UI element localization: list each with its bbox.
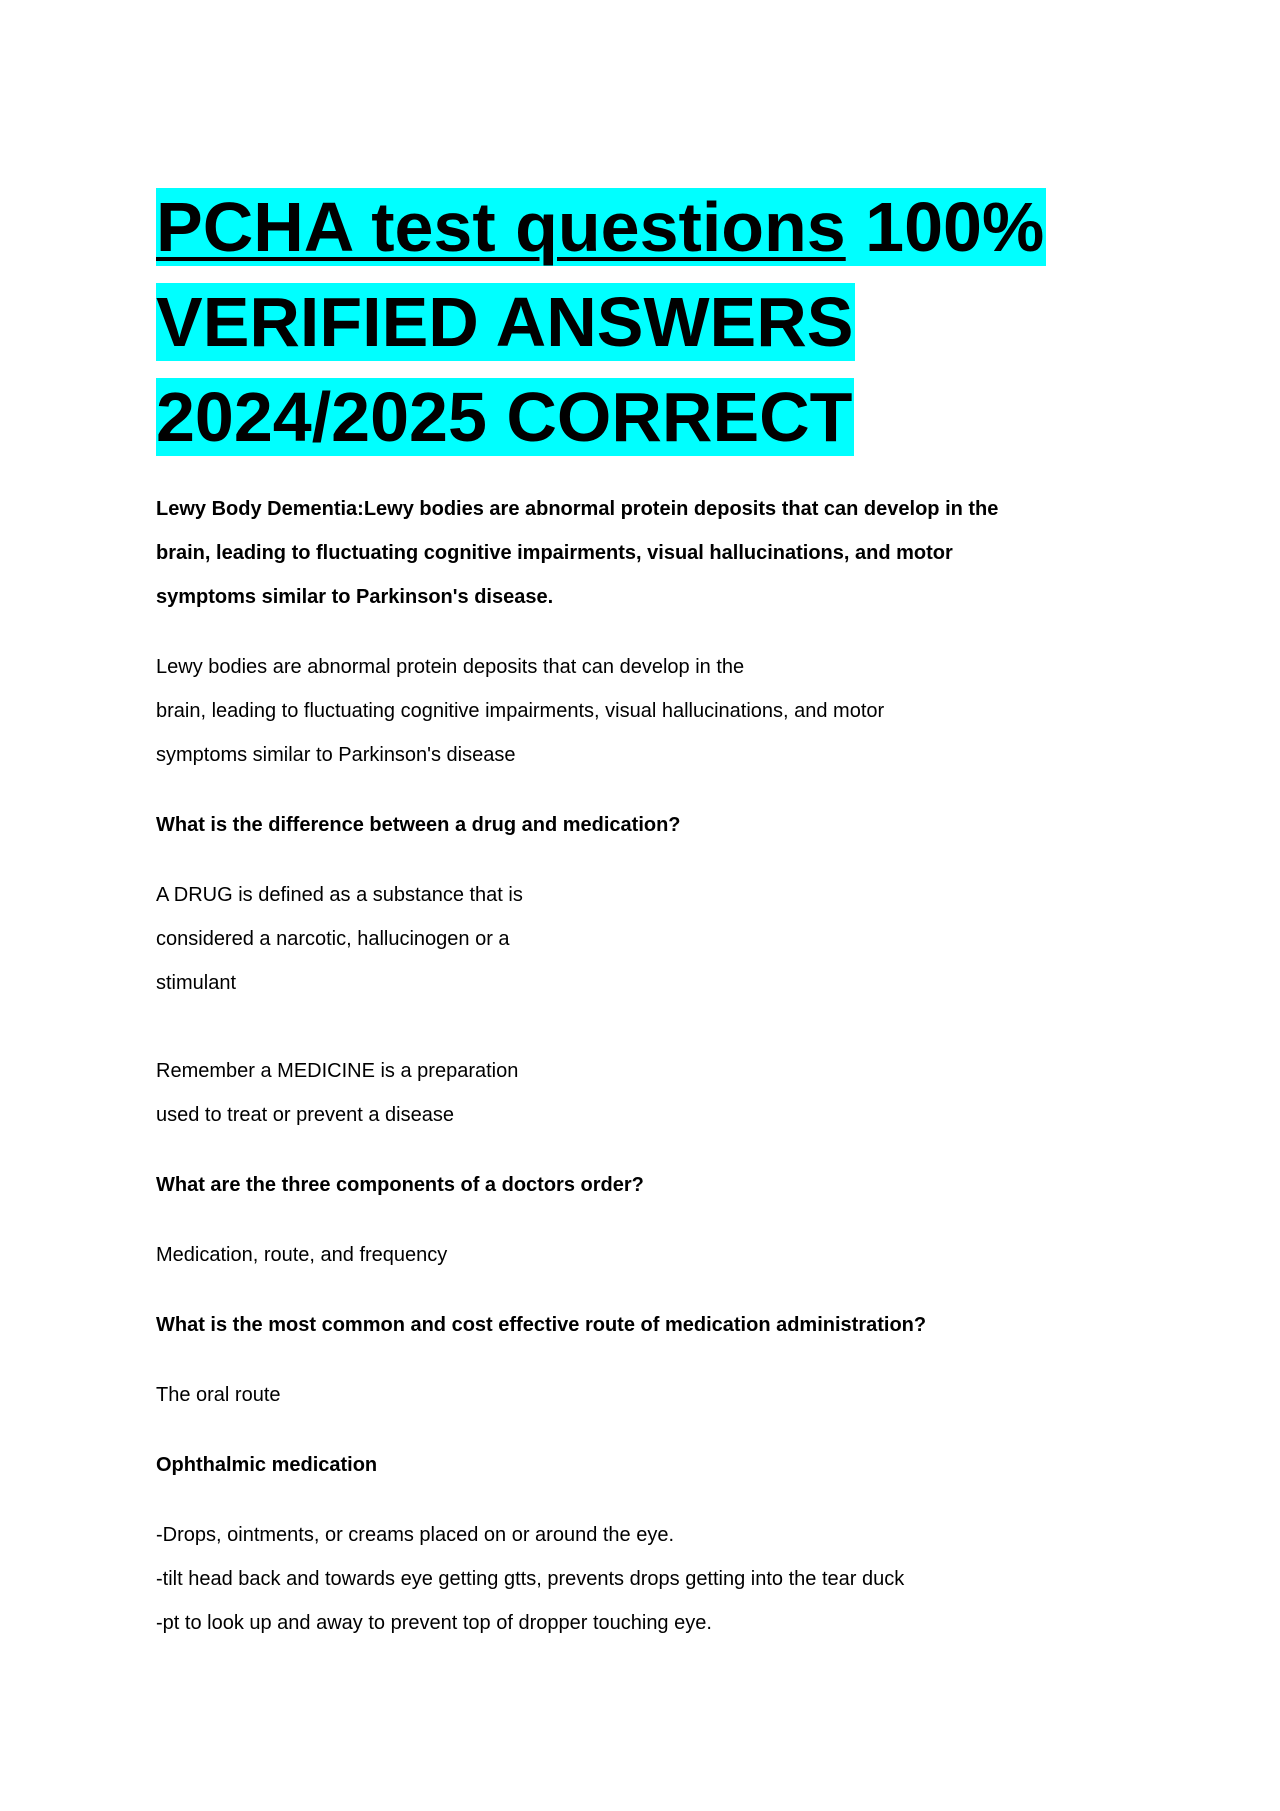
answer-line: Medication, route, and frequency (156, 1244, 448, 1266)
question-paragraph (156, 1303, 1056, 1347)
document-page (156, 180, 1056, 1671)
answer-line: considered a narcotic, hallucinogen or a (156, 928, 510, 950)
title-highlight-1 (156, 188, 1046, 266)
answer-line: Remember a MEDICINE is a preparation (156, 1060, 519, 1082)
answer-line: The oral route (156, 1384, 281, 1406)
answer-paragraph (156, 645, 1056, 777)
question-line: What are the three components of a doctors order? (156, 1174, 644, 1196)
question-paragraph (156, 1163, 1056, 1207)
title-underlined-text: PCHA test questions (156, 188, 846, 266)
answer-line: symptoms similar to Parkinson's disease (156, 744, 516, 766)
answer-line: -pt to look up and away to prevent top of dropper touching eye. (156, 1612, 712, 1634)
title-highlight-2: VERIFIED ANSWERS (156, 283, 854, 361)
title-highlight-3: 2024/2025 CORRECT (156, 378, 853, 456)
blank-line (156, 1005, 1056, 1049)
title-line-2 (156, 275, 1056, 370)
question-line: What is the most common and cost effective route of medication administration? (156, 1314, 927, 1336)
answer-line: stimulant (156, 972, 237, 994)
document-title (156, 180, 1056, 465)
answer-paragraph (156, 873, 1056, 1137)
answer-line: used to treat or prevent a disease (156, 1104, 454, 1126)
question-paragraph (156, 1443, 1056, 1487)
answer-line: Lewy bodies are abnormal protein deposits that can develop in the (156, 656, 745, 678)
question-paragraph (156, 487, 1056, 619)
answer-paragraph (156, 1233, 1056, 1277)
answer-paragraph (156, 1373, 1056, 1417)
question-line: symptoms similar to Parkinson's disease. (156, 586, 554, 608)
question-line: What is the difference between a drug and medication? (156, 814, 681, 836)
question-line: brain, leading to fluctuating cognitive impairments, visual hallucinations, and motor (156, 542, 953, 564)
question-paragraph (156, 803, 1056, 847)
title-line-3 (156, 370, 1056, 465)
answer-line: brain, leading to fluctuating cognitive impairments, visual hallucinations, and motor (156, 700, 885, 722)
question-line: Ophthalmic medication (156, 1454, 378, 1476)
answer-line: -Drops, ointments, or creams placed on or around the eye. (156, 1524, 675, 1546)
answer-line: -tilt head back and towards eye getting gtts, prevents drops getting into the tear duck (156, 1568, 905, 1590)
answer-line: A DRUG is defined as a substance that is (156, 884, 523, 906)
title-line-1 (156, 180, 1056, 275)
answer-paragraph (156, 1513, 1056, 1645)
question-line: Lewy Body Dementia:Lewy bodies are abnormal protein deposits that can develop in the (156, 498, 999, 520)
qa-list (156, 487, 1056, 1645)
title-line-1-rest: 100% (845, 188, 1045, 266)
